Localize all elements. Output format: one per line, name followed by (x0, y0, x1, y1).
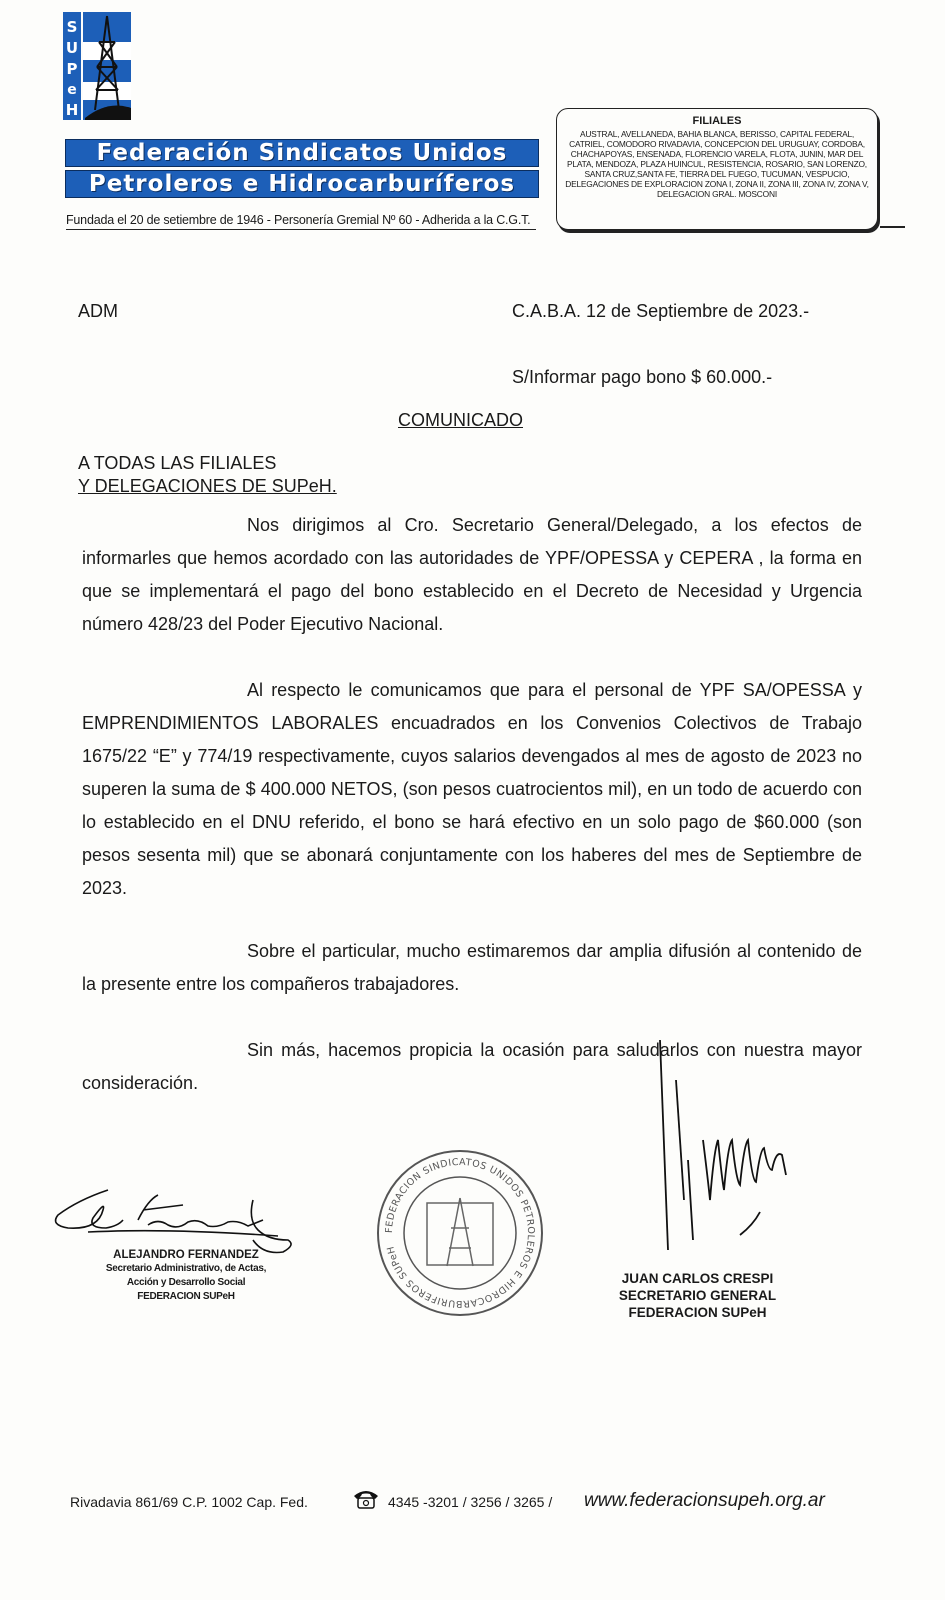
addressee-line-2: Y DELEGACIONES DE SUPeH. (78, 476, 337, 496)
founded-line: Fundada el 20 de setiembre de 1946 - Personería Gremial Nº 60 - Adherida a la C.G.T. (66, 213, 531, 227)
paragraph-4: Sin más, hacemos propicia la ocasión para saludarlos con nuestra mayor consideración. (82, 1040, 862, 1093)
letter-title: COMUNICADO (398, 410, 523, 430)
right-signer-role: SECRETARIO GENERAL (618, 1288, 777, 1303)
left-signer-org: FEDERACION SUPeH (137, 1291, 235, 1302)
stamp-text: FEDERACION SINDICATOS UNIDOS PETROLEROS E HIDROCARBURIFEROS SUPeH (383, 1156, 537, 1310)
filiales-box (556, 108, 878, 230)
left-signer-name: ALEJANDRO FERNANDEZ (113, 1249, 259, 1261)
svg-text:FEDERACION SINDICATOS UNIDOS P (384, 1157, 536, 1309)
phone-icon (352, 1488, 380, 1515)
left-signer-role-1: Secretario Administrativo, de Actas, (105, 1263, 267, 1274)
filiales-title: FILIALES (692, 115, 742, 127)
header-rule (880, 226, 905, 228)
paragraph-2: Al respecto le comunicamos que para el personal de YPF SA/OPESSA y EMPRENDIMIENTOS LABORALES encuadrados en los Convenios Colectivos de Trabajo 1675/22 “E” y 774/19 respectivamente, cuyos salarios devengados al mes de agosto de 2023 no superen la suma de $ 400.000 NETOS, (son pesos cuatrocientos mil), en un todo de acuerdo con lo establecido en el DNU referido, el bono se hará efectivo en un solo pago de $60.000 (son pesos sesenta mil) que se abonará conjuntamente con los haberes del mes de Septiembre de 2023. (82, 680, 862, 898)
org-name-line-2: Petroleros e Hidrocarburíferos (66, 171, 538, 197)
reference-code: ADM (78, 301, 118, 321)
founded-underline (66, 229, 536, 230)
left-signer-role-2: Acción y Desarrollo Social (126, 1277, 246, 1288)
union-stamp-icon (375, 1148, 545, 1318)
paragraph-3: Sobre el particular, mucho estimaremos dar amplia difusión al contenido de la presente entre los compañeros trabajadores. (82, 941, 862, 994)
org-name-line-1: Federación Sindicatos Unidos (66, 140, 538, 166)
right-signer-org: FEDERACION SUPeH (628, 1305, 767, 1320)
supeh-logo-icon (63, 12, 133, 122)
right-signer-name: JUAN CARLOS CRESPI (621, 1271, 774, 1286)
addressee-line-1: A TODAS LAS FILIALES (78, 453, 277, 473)
letter-date: C.A.B.A. 12 de Septiembre de 2023.- (512, 301, 810, 321)
logo-letter-s: S (66, 18, 78, 36)
letter-subject: S/Informar pago bono $ 60.000.- (512, 367, 773, 387)
logo-letter-e: e (67, 82, 77, 98)
right-signature-block (610, 1270, 785, 1321)
right-signature-icon (648, 1040, 798, 1275)
logo-letter-u: U (65, 39, 79, 57)
footer-address: Rivadavia 861/69 C.P. 1002 Cap. Fed. (70, 1494, 308, 1510)
logo-letter-h: H (65, 101, 79, 119)
paragraph-1: Nos dirigimos al Cro. Secretario General/Delegado, a los efectos de informarles que hemos acordado con las autoridades de YPF/OPESSA y CEPERA , la forma en que se implementará el pago del bono establecido en el Decreto de Necesidad y Urgencia número 428/23 del Poder Ejecutivo Nacional. (82, 515, 862, 634)
logo-letter-p: P (66, 60, 78, 78)
filiales-list: AUSTRAL, AVELLANEDA, BAHIA BLANCA, BERISSO, CAPITAL FEDERAL, CATRIEL, COMODORO RIVADAVIA, CONCEPCION DEL URUGUAY, CORDOBA, CHACHAPOYAS, ENSENADA, FLORENCIO VARELA, FLOTA, JUNIN, MAR DEL PLATA, MENDOZA, PLAZA HUINCUL, RESISTENCIA, ROSARIO, SAN LORENZO, SANTA CRUZ,SANTA FE, TIERRA DEL FUEGO, TUCUMAN, VESPUCIO, DELEGACIONES DE EXPLORACION ZONA I, ZONA II, ZONA III, ZONA IV, ZONA V, DELEGACION GRAL. MOSCONI (565, 129, 869, 199)
footer-website-link[interactable]: www.federacionsupeh.org.ar (584, 1490, 825, 1511)
footer-phones: 4345 -3201 / 3256 / 3265 / (388, 1494, 553, 1510)
left-signature-block (86, 1248, 286, 1304)
